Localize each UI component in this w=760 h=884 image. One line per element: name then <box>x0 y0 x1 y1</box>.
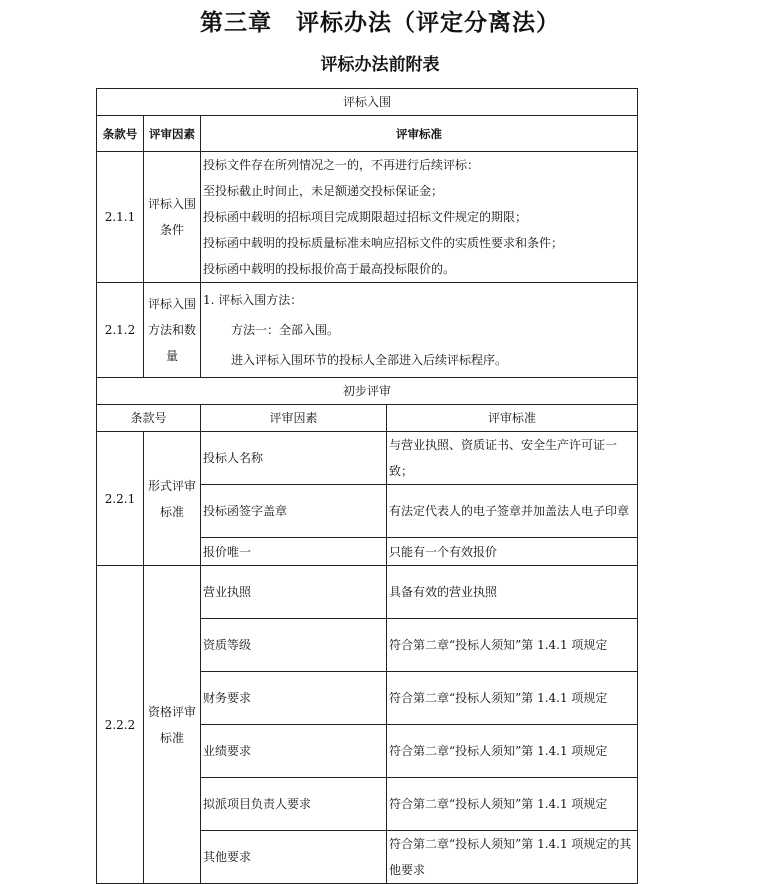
factor-line: 方法和数 <box>147 323 196 337</box>
header-standard: 评审标准 <box>387 405 638 432</box>
group-name-cell <box>144 432 201 566</box>
factor-cell: 投标人名称 <box>201 432 387 485</box>
factor-cell: 投标函签字盖章 <box>201 485 387 538</box>
standard-cell <box>201 152 638 283</box>
table-title: 评标办法前附表 <box>320 55 440 75</box>
standard-line: 方法一：全部入围。 <box>231 323 340 337</box>
header-row <box>97 405 638 432</box>
section-title: 评标入围 <box>97 89 638 116</box>
factor-cell: 财务要求 <box>201 672 387 725</box>
factor-cell <box>144 283 201 378</box>
group-name-cell <box>144 566 201 884</box>
clause-number: 2.1.1 <box>97 152 144 283</box>
header-clause: 条款号 <box>97 405 201 432</box>
factor-cell: 业绩要求 <box>201 725 387 778</box>
header-factor: 评审因素 <box>144 116 201 152</box>
header-factor: 评审因素 <box>201 405 387 432</box>
standard-cell: 有法定代表人的电子签章并加盖法人电子印章 <box>387 485 638 538</box>
group-name-line: 标准 <box>159 730 184 745</box>
standard-cell: 符合第二章“投标人须知”第 1.4.1 项规定的其他要求 <box>387 831 638 884</box>
factor-cell <box>144 152 201 283</box>
standard-cell: 具备有效的营业执照 <box>387 566 638 619</box>
header-row <box>97 116 638 152</box>
standard-cell <box>201 283 638 378</box>
standard-line: 1. 评标入围方法： <box>203 293 303 307</box>
header-clause: 条款号 <box>97 116 144 152</box>
standard-cell: 只能有一个有效报价 <box>387 538 638 566</box>
standard-cell: 符合第二章“投标人须知”第 1.4.1 项规定 <box>387 778 638 831</box>
table-row <box>97 566 638 619</box>
clause-number: 2.1.2 <box>97 283 144 378</box>
table-row <box>97 432 638 485</box>
factor-line: 评标入围 <box>147 297 196 311</box>
evaluation-table <box>96 88 638 884</box>
standard-line: 投标文件存在所列情况之一的，不再进行后续评标： <box>203 158 480 172</box>
factor-cell: 营业执照 <box>201 566 387 619</box>
header-standard: 评审标准 <box>201 116 638 152</box>
chapter-title: 第三章 评标办法（评定分离法） <box>200 10 560 36</box>
standard-cell: 符合第二章“投标人须知”第 1.4.1 项规定 <box>387 725 638 778</box>
standard-line: 投标函中载明的投标报价高于最高投标限价的。 <box>203 262 456 276</box>
standard-cell: 与营业执照、资质证书、安全生产许可证一致； <box>387 432 638 485</box>
section-header-row <box>97 378 638 405</box>
table-row <box>97 152 638 283</box>
standard-cell: 符合第二章“投标人须知”第 1.4.1 项规定 <box>387 619 638 672</box>
standard-line: 投标函中载明的招标项目完成期限超过招标文件规定的期限； <box>203 210 528 224</box>
standard-line: 进入评标入围环节的投标人全部进入后续评标程序。 <box>231 353 508 367</box>
factor-cell: 报价唯一 <box>201 538 387 566</box>
group-name-line: 标准 <box>159 504 184 519</box>
group-name-line: 形式评审 <box>147 478 196 493</box>
factor-line: 条件 <box>159 223 184 237</box>
standard-line: 投标函中载明的投标质量标准未响应招标文件的实质性要求和条件； <box>203 236 564 250</box>
group-name-line: 资格评审 <box>147 704 196 719</box>
clause-number: 2.2.1 <box>97 432 144 566</box>
section-header-row <box>97 89 638 116</box>
factor-cell: 其他要求 <box>201 831 387 884</box>
factor-cell: 资质等级 <box>201 619 387 672</box>
factor-line: 量 <box>165 349 178 363</box>
factor-cell: 拟派项目负责人要求 <box>201 778 387 831</box>
section-title: 初步评审 <box>97 378 638 405</box>
clause-number: 2.2.2 <box>97 566 144 884</box>
standard-line: 至投标截止时间止，未足额递交投标保证金； <box>203 184 444 198</box>
factor-line: 评标入围 <box>147 197 196 211</box>
table-row <box>97 283 638 378</box>
standard-cell: 符合第二章“投标人须知”第 1.4.1 项规定 <box>387 672 638 725</box>
